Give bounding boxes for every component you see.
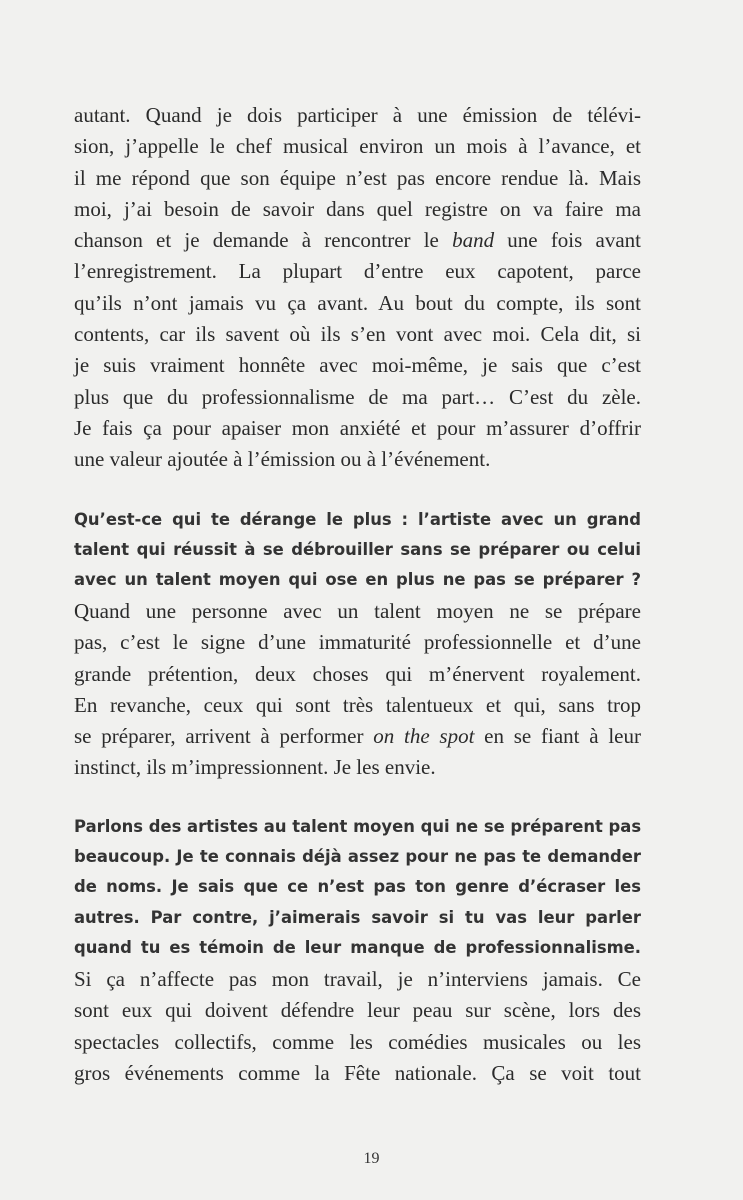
- paragraph-1: [74, 100, 641, 476]
- text-run: en se fiant à leur: [474, 724, 641, 749]
- question-2: [74, 812, 641, 963]
- text-line: qu’ils n’ont jamais vu ça avant. Au bout du compte, ils sont: [74, 290, 641, 315]
- text-line: En revanche, ceux qui sont très talentueux et qui, sans trop: [74, 692, 641, 717]
- text-line: l’enregistrement. La plupart d’entre eux capotent, parce: [74, 259, 641, 284]
- text-line: Si ça n’affecte pas mon travail, je n’interviens jamais. Ce: [74, 967, 641, 991]
- question-line: Parlons des artistes au talent moyen qui ne se préparent pas: [74, 817, 642, 836]
- text-run: se préparer, arrivent à performer: [74, 724, 374, 749]
- text-run: une fois avant: [494, 228, 641, 253]
- italic-word: band: [452, 228, 495, 253]
- text-line: autant. Quand je dois participer à une émission de télévi-: [74, 103, 641, 127]
- text-line: gros événements comme la Fête nationale. Ça se voit tout: [74, 1060, 641, 1085]
- text-line: [74, 721, 641, 752]
- question-line: beaucoup. Je te connais déjà assez pour ne pas te demander: [74, 847, 641, 867]
- text-line: une valeur ajoutée à l’émission ou à l’événement.: [74, 447, 491, 472]
- question-1: [74, 505, 641, 596]
- italic-phrase: on the spot: [373, 724, 475, 749]
- paragraph-2: [74, 596, 641, 784]
- text-run: chanson et je demande à rencontrer le: [74, 228, 453, 253]
- text-line: spectacles collectifs, comme les comédies musicales ou les: [74, 1029, 641, 1054]
- text-line: Je fais ça pour apaiser mon anxiété et pour m’assurer d’offrir: [74, 415, 641, 440]
- text-line: pas, c’est le signe d’une immaturité professionnelle et d’une: [74, 630, 641, 655]
- question-line: de noms. Je sais que ce n’est pas ton genre d’écraser les: [74, 877, 641, 897]
- question-line: autres. Par contre, j’aimerais savoir si tu vas leur parler: [74, 907, 641, 927]
- text-line: instinct, ils m’impressionnent. Je les envie.: [74, 755, 436, 780]
- page-number: 19: [363, 1150, 380, 1167]
- text-line: sion, j’appelle le chef musical environ un mois à l’avance, et: [74, 134, 641, 159]
- text-line: contents, car ils savent où ils s’en vont avec moi. Cela dit, si: [74, 322, 641, 347]
- text-line: grande prétention, deux choses qui m’énervent royalement.: [74, 661, 641, 686]
- paragraph-3: [74, 964, 641, 1089]
- text-line: je suis vraiment honnête avec moi-même, je sais que c’est: [74, 353, 641, 378]
- question-line: avec un talent moyen qui ose en plus ne pas se préparer ?: [74, 570, 641, 590]
- text-line: moi, j’ai besoin de savoir dans quel registre on va faire ma: [74, 196, 641, 221]
- question-line: talent qui réussit à se débrouiller sans se préparer ou celui: [74, 540, 641, 560]
- text-line: [74, 225, 641, 256]
- question-line: quand tu es témoin de leur manque de professionnalisme.: [74, 937, 641, 957]
- text-line: sont eux qui doivent défendre leur peau sur scène, lors des: [74, 998, 641, 1023]
- text-line: il me répond que son équipe n’est pas encore rendue là. Mais: [74, 165, 641, 190]
- text-line: Quand une personne avec un talent moyen ne se prépare: [74, 599, 641, 623]
- text-line: plus que du professionnalisme de ma part… C’est du zèle.: [74, 384, 641, 409]
- question-line: Qu’est-ce qui te dérange le plus : l’artiste avec un grand: [74, 510, 641, 529]
